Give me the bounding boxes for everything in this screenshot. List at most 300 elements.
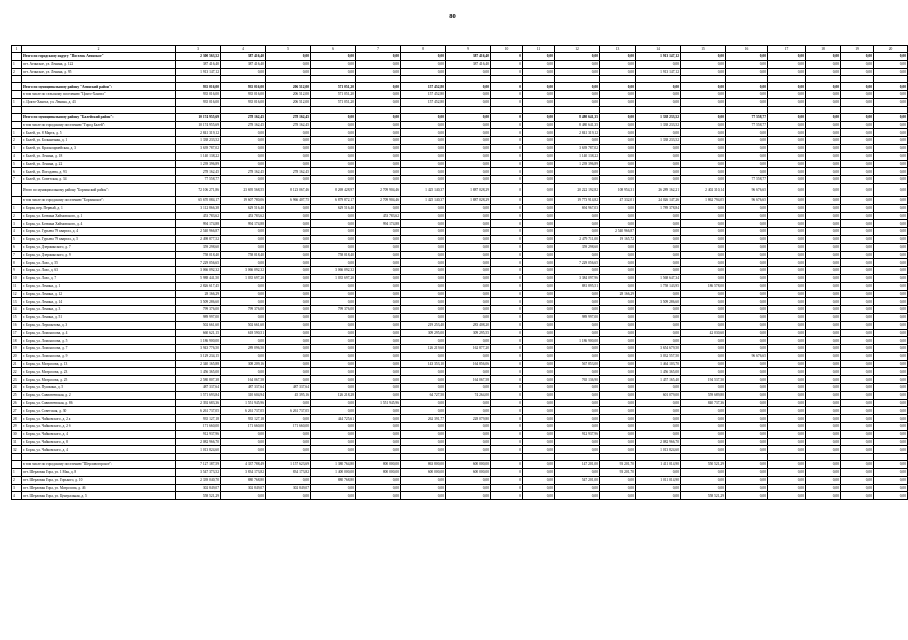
value-cell: 1 157 623,69 [266,461,311,469]
value-cell: 0,00 [266,282,311,290]
value-cell: 96 676,65 [726,352,768,360]
address-cell: г. Борзя, ул. Матросова, д. 23 [22,368,176,376]
value-cell: 0 [491,68,523,76]
value-cell: 0,00 [726,384,768,392]
value-cell: 0,00 [523,137,555,145]
value-cell: 126 218,28 [311,391,356,399]
address-cell: в том числе по городскому поселению "Шерловогорское": [22,461,176,469]
value-cell: 0,00 [806,298,841,306]
value-cell [768,454,806,461]
value-cell: 0,00 [311,60,356,68]
value-cell: 0,00 [726,321,768,329]
value-cell: 799 376,00 [311,306,356,314]
value-cell: 0,00 [266,306,311,314]
value-cell: 0,00 [356,321,401,329]
value-cell: 0,00 [726,168,768,176]
value-cell: 0,00 [356,168,401,176]
value-cell: 863 800,00 [401,461,446,469]
value-cell: 0,00 [266,438,311,446]
value-cell: 0,00 [401,176,446,184]
value-cell: 0,00 [874,60,908,68]
table-row [12,306,908,314]
value-cell [600,454,636,461]
value-cell: 2 826 617,45 [176,282,221,290]
table-row [12,68,908,76]
value-cell: 0,00 [681,60,726,68]
value-cell: 0,00 [600,368,636,376]
value-cell: 0,00 [555,83,600,91]
value-cell: 0,00 [874,251,908,259]
value-cell [555,454,600,461]
value-cell: 0,00 [681,274,726,282]
value-cell: 0,00 [874,407,908,415]
value-cell: 0,00 [311,399,356,407]
value-cell: 0,00 [523,196,555,204]
value-cell [221,76,266,83]
value-cell: 0,00 [311,121,356,129]
value-cell: 0,00 [768,384,806,392]
value-cell [874,106,908,113]
value-cell: 0,00 [841,83,874,91]
value-cell: 0,00 [356,438,401,446]
value-cell: 0,00 [523,144,555,152]
column-number-cell: 9 [446,46,491,53]
value-cell: 2 479 711,00 [555,235,600,243]
value-cell: 800 000,00 [356,461,401,469]
column-number-cell: 17 [768,46,806,53]
value-cell: 0,00 [874,129,908,137]
value-cell: 0,00 [311,313,356,321]
value-cell: 0,00 [221,243,266,251]
value-cell: 558 521,29 [681,492,726,500]
table-row [12,423,908,431]
value-cell: 219 253,40 [401,321,446,329]
value-cell: 0,00 [446,168,491,176]
value-cell: 0,00 [600,430,636,438]
value-cell: 0,00 [681,313,726,321]
value-cell: 0,00 [841,476,874,484]
value-cell: 1 011 014,90 [636,476,681,484]
value-cell: 0,00 [266,352,311,360]
value-cell [356,76,401,83]
value-cell: 1 789 378,84 [636,204,681,212]
value-cell: 0,00 [874,176,908,184]
value-cell: 0,00 [806,168,841,176]
value-cell: 0 [491,144,523,152]
value-cell: 0 [491,228,523,236]
value-cell: 3 129 234,15 [176,352,221,360]
value-cell [221,106,266,113]
value-cell: 0,00 [726,251,768,259]
table-row [12,282,908,290]
value-cell: 302 849,07 [176,484,221,492]
value-cell: 0,00 [726,68,768,76]
value-cell: 2 339 040,70 [176,476,221,484]
row-number-cell: 15 [12,313,22,321]
value-cell: 8 480 641,35 [555,113,600,121]
value-cell: 0,00 [636,407,681,415]
row-number-cell [12,183,22,196]
value-cell: 0,00 [356,267,401,275]
value-cell: 0,00 [806,160,841,168]
value-cell: 0,00 [555,484,600,492]
value-cell: 0,00 [681,360,726,368]
value-cell: 0,00 [806,137,841,145]
value-cell: 171 660,00 [266,423,311,431]
value-cell [841,76,874,83]
value-cell: 0,00 [523,492,555,500]
value-cell: 0,00 [446,259,491,267]
value-cell: 0,00 [311,337,356,345]
value-cell: 0,00 [266,376,311,384]
address-cell: пгт. Шерловая Гора, ул. Центральная, д. 5 [22,492,176,500]
value-cell: 0,00 [221,430,266,438]
value-cell: 0,00 [266,176,311,184]
table-row [12,384,908,392]
row-number-cell: 1 [12,129,22,137]
row-number-cell: 17 [12,329,22,337]
value-cell: 0,00 [311,360,356,368]
value-cell: 0,00 [726,337,768,345]
value-cell: 0,00 [266,430,311,438]
address-cell: г. Борзя, ул. Матросова, д. 25 [22,376,176,384]
value-cell: 2 580 807,38 [176,376,221,384]
value-cell [636,76,681,83]
value-cell [523,76,555,83]
value-cell: 0,00 [806,446,841,454]
value-cell: 0,00 [356,492,401,500]
address-cell: г. Борзя, ул. Ленина, д. 14 [22,298,176,306]
value-cell: 0,00 [768,399,806,407]
value-cell: 0,00 [768,368,806,376]
address-cell: г. Борзя, ул. Ломоносова, д. 7 [22,345,176,353]
value-cell: 0,00 [401,423,446,431]
value-cell: 0,00 [311,492,356,500]
value-cell: 278 162,45 [266,121,311,129]
value-cell: 0,00 [874,183,908,196]
row-number-cell [12,196,22,204]
value-cell: 0,00 [401,235,446,243]
value-cell: 0,00 [555,176,600,184]
value-cell: 0,00 [681,251,726,259]
value-cell: 3 384 097,96 [555,274,600,282]
row-number-cell: 7 [12,176,22,184]
value-cell [266,454,311,461]
value-cell: 0,00 [806,228,841,236]
address-cell: г. Борзя, ул. Савватеевская, д. 2 [22,391,176,399]
value-cell: 0,00 [806,152,841,160]
value-cell: 0,00 [266,251,311,259]
value-cell: 0,00 [523,83,555,91]
value-cell: 23 695 568,55 [221,183,266,196]
value-cell: 0,00 [874,290,908,298]
column-number-cell: 12 [555,46,600,53]
value-cell: 0,00 [523,129,555,137]
value-cell: 0,00 [636,321,681,329]
value-cell: 0,00 [806,484,841,492]
value-cell: 0,00 [768,53,806,61]
value-cell: 0,00 [356,176,401,184]
value-cell: 2 402 310,14 [681,183,726,196]
table-total-row [12,53,908,61]
value-cell: 0,00 [636,83,681,91]
value-cell: 0,00 [841,98,874,106]
value-cell: 0,00 [266,446,311,454]
value-cell: 0,00 [874,274,908,282]
value-cell: 0,00 [726,407,768,415]
row-number-cell: 18 [12,337,22,345]
value-cell: 0,00 [841,352,874,360]
value-cell: 0,00 [311,484,356,492]
value-cell: 0,00 [401,228,446,236]
column-number-cell: 4 [221,46,266,53]
value-cell: 0,00 [311,168,356,176]
value-cell: 571 051,20 [311,98,356,106]
value-cell: 0,00 [266,313,311,321]
value-cell: 0,00 [401,376,446,384]
value-cell: 0,00 [726,430,768,438]
value-cell: 0,00 [221,137,266,145]
value-cell: 0,00 [636,384,681,392]
value-cell: 0,00 [841,415,874,423]
value-cell: 2 082 966,70 [176,438,221,446]
value-cell: 0,00 [806,282,841,290]
value-cell: 0 [491,152,523,160]
value-cell: 0,00 [311,282,356,290]
value-cell: 1 013 824,60 [176,446,221,454]
value-cell: 0,00 [356,274,401,282]
value-cell: 0,00 [681,484,726,492]
value-cell: 0,00 [806,384,841,392]
address-cell: пгт. Шерловая Гора, ул. Горького, д. 10 [22,476,176,484]
value-cell: 0,00 [806,60,841,68]
value-cell: 0,00 [446,243,491,251]
value-cell: 0,00 [600,329,636,337]
value-cell: 0,00 [806,183,841,196]
value-cell: 0,00 [401,267,446,275]
value-cell: 487 337,64 [221,384,266,392]
value-cell: 0 [491,360,523,368]
value-cell: 0,00 [356,152,401,160]
value-cell: 0,00 [555,368,600,376]
table-total-row [12,83,908,91]
value-cell: 0,00 [446,290,491,298]
value-cell: 0 [491,168,523,176]
value-cell: 0,00 [874,98,908,106]
address-cell: пгт. Агинское, ул. Ленина, д. 95 [22,68,176,76]
value-cell: 0,00 [356,83,401,91]
value-cell: 0,00 [681,446,726,454]
value-cell: 0,00 [726,399,768,407]
row-number-cell: 14 [12,306,22,314]
value-cell: 19 773 914,82 [555,196,600,204]
value-cell: 0,00 [874,144,908,152]
value-cell: 989 997,00 [176,313,221,321]
value-cell: 0,00 [600,83,636,91]
value-cell [176,76,221,83]
value-cell: 0,00 [841,469,874,477]
value-cell: 0,00 [600,129,636,137]
table-row [12,91,908,99]
table-row [12,121,908,129]
value-cell: 3 834 173,82 [221,469,266,477]
value-cell: 0,00 [266,259,311,267]
value-cell: 660 621,15 [176,329,221,337]
value-cell: 0,00 [726,306,768,314]
value-cell: 0,00 [523,345,555,353]
value-cell: 2 709 904,46 [356,183,401,196]
value-cell: 0,00 [401,137,446,145]
value-cell: 0 [491,321,523,329]
address-cell: г. Борзя, ул. Лазо, д. 7 [22,274,176,282]
value-cell [636,106,681,113]
value-cell: 0,00 [806,220,841,228]
value-cell: 171 660,00 [221,423,266,431]
value-cell [841,106,874,113]
value-cell: 387 416,40 [446,60,491,68]
value-cell: 0,00 [401,368,446,376]
value-cell: 0,00 [806,274,841,282]
value-cell: 834 173,82 [266,469,311,477]
value-cell: 24 026 147,26 [636,196,681,204]
value-cell: 1 758 143,95 [636,282,681,290]
value-cell: 0,00 [768,243,806,251]
value-cell: 0,00 [266,144,311,152]
column-number-row [12,46,908,53]
value-cell: 600 000,00 [446,469,491,477]
value-cell: 2 540 966,87 [176,228,221,236]
value-cell: 0,00 [221,160,266,168]
value-cell: 0,00 [446,68,491,76]
value-cell: 0,00 [266,53,311,61]
row-number-cell: 3 [12,220,22,228]
value-cell: 0,00 [446,352,491,360]
value-cell: 0,00 [636,144,681,152]
value-cell: 0,00 [523,220,555,228]
value-cell: 912 937,96 [176,430,221,438]
address-cell: г. Балей, ул. Советская, д. 34 [22,176,176,184]
value-cell: 0,00 [681,168,726,176]
value-cell: 0,00 [726,83,768,91]
value-cell: 0,00 [874,438,908,446]
value-cell: 0,00 [266,60,311,68]
value-cell: 0,00 [874,345,908,353]
value-cell: 0,00 [555,492,600,500]
value-cell: 0,00 [401,407,446,415]
row-number-cell: 13 [12,298,22,306]
value-cell: 0,00 [726,267,768,275]
value-cell: 93 201,70 [600,469,636,477]
value-cell: 0,00 [636,251,681,259]
value-cell: 0,00 [446,113,491,121]
value-cell: 0,00 [311,113,356,121]
value-cell: 0,00 [356,235,401,243]
value-cell: 387 416,40 [176,60,221,68]
value-cell: 618 590,51 [221,329,266,337]
value-cell: 0,00 [356,352,401,360]
value-cell: 0,00 [446,152,491,160]
value-cell: 0,00 [356,228,401,236]
value-cell: 0,00 [768,259,806,267]
value-cell: 0 [491,430,523,438]
value-cell: 309 295,00 [401,329,446,337]
value-cell: 0,00 [523,60,555,68]
value-cell: 0,00 [523,384,555,392]
value-cell: 0,00 [874,391,908,399]
value-cell: 0,00 [356,60,401,68]
address-cell: г. Борзя, ул. Ломоносова, д. 9 [22,352,176,360]
value-cell: 0,00 [726,391,768,399]
value-cell: 0,00 [266,129,311,137]
row-number-cell [12,461,22,469]
row-number-cell: 5 [12,235,22,243]
value-cell [401,454,446,461]
row-number-cell: 28 [12,415,22,423]
value-cell: 0,00 [841,68,874,76]
value-cell: 77 558,77 [726,176,768,184]
value-cell: 487 337,64 [266,384,311,392]
value-cell: 0,00 [356,121,401,129]
column-number-cell: 3 [176,46,221,53]
value-cell: 302 849,07 [221,484,266,492]
value-cell: 881 895,51 [555,282,600,290]
value-cell: 0,00 [726,423,768,431]
value-cell: 0,00 [768,160,806,168]
value-cell: 278 162,45 [221,113,266,121]
value-cell: 96 676,65 [726,183,768,196]
value-cell: 0,00 [841,204,874,212]
value-cell: 0,00 [681,243,726,251]
value-cell: 0,00 [311,176,356,184]
value-cell: 0,00 [221,68,266,76]
value-cell: 0,00 [681,68,726,76]
value-cell: 278 162,45 [266,168,311,176]
value-cell: 453 783,62 [176,212,221,220]
value-cell [874,76,908,83]
value-cell: 0,00 [841,220,874,228]
value-cell: 758 018,40 [311,251,356,259]
value-cell: 0,00 [356,144,401,152]
address-cell: г. Борзя, ул. Чайковского, д. 2 б [22,423,176,431]
value-cell: 0,00 [681,204,726,212]
value-cell: 96 676,65 [726,196,768,204]
row-number-cell: 16 [12,321,22,329]
value-cell: 0,00 [806,129,841,137]
value-cell: 0,00 [401,53,446,61]
column-number-cell: 11 [523,46,555,53]
value-cell: 278 162,45 [266,113,311,121]
value-cell: 0,00 [841,160,874,168]
row-number-cell: 19 [12,345,22,353]
value-cell [446,76,491,83]
value-cell: 0,00 [221,129,266,137]
row-number-cell: 26 [12,399,22,407]
value-cell: 0,00 [874,484,908,492]
value-cell: 994 174,88 [221,220,266,228]
table-row [12,274,908,282]
table-row [12,152,908,160]
value-cell: 3 066 092,32 [176,267,221,275]
value-cell: 0,00 [446,298,491,306]
value-cell: 0 [491,259,523,267]
value-cell: 0,00 [600,160,636,168]
value-cell: 799 376,00 [176,306,221,314]
value-cell: 157 452,80 [401,98,446,106]
table-row [12,360,908,368]
value-cell: 0,00 [311,228,356,236]
column-number-cell: 13 [600,46,636,53]
row-number-cell: 1 [12,469,22,477]
